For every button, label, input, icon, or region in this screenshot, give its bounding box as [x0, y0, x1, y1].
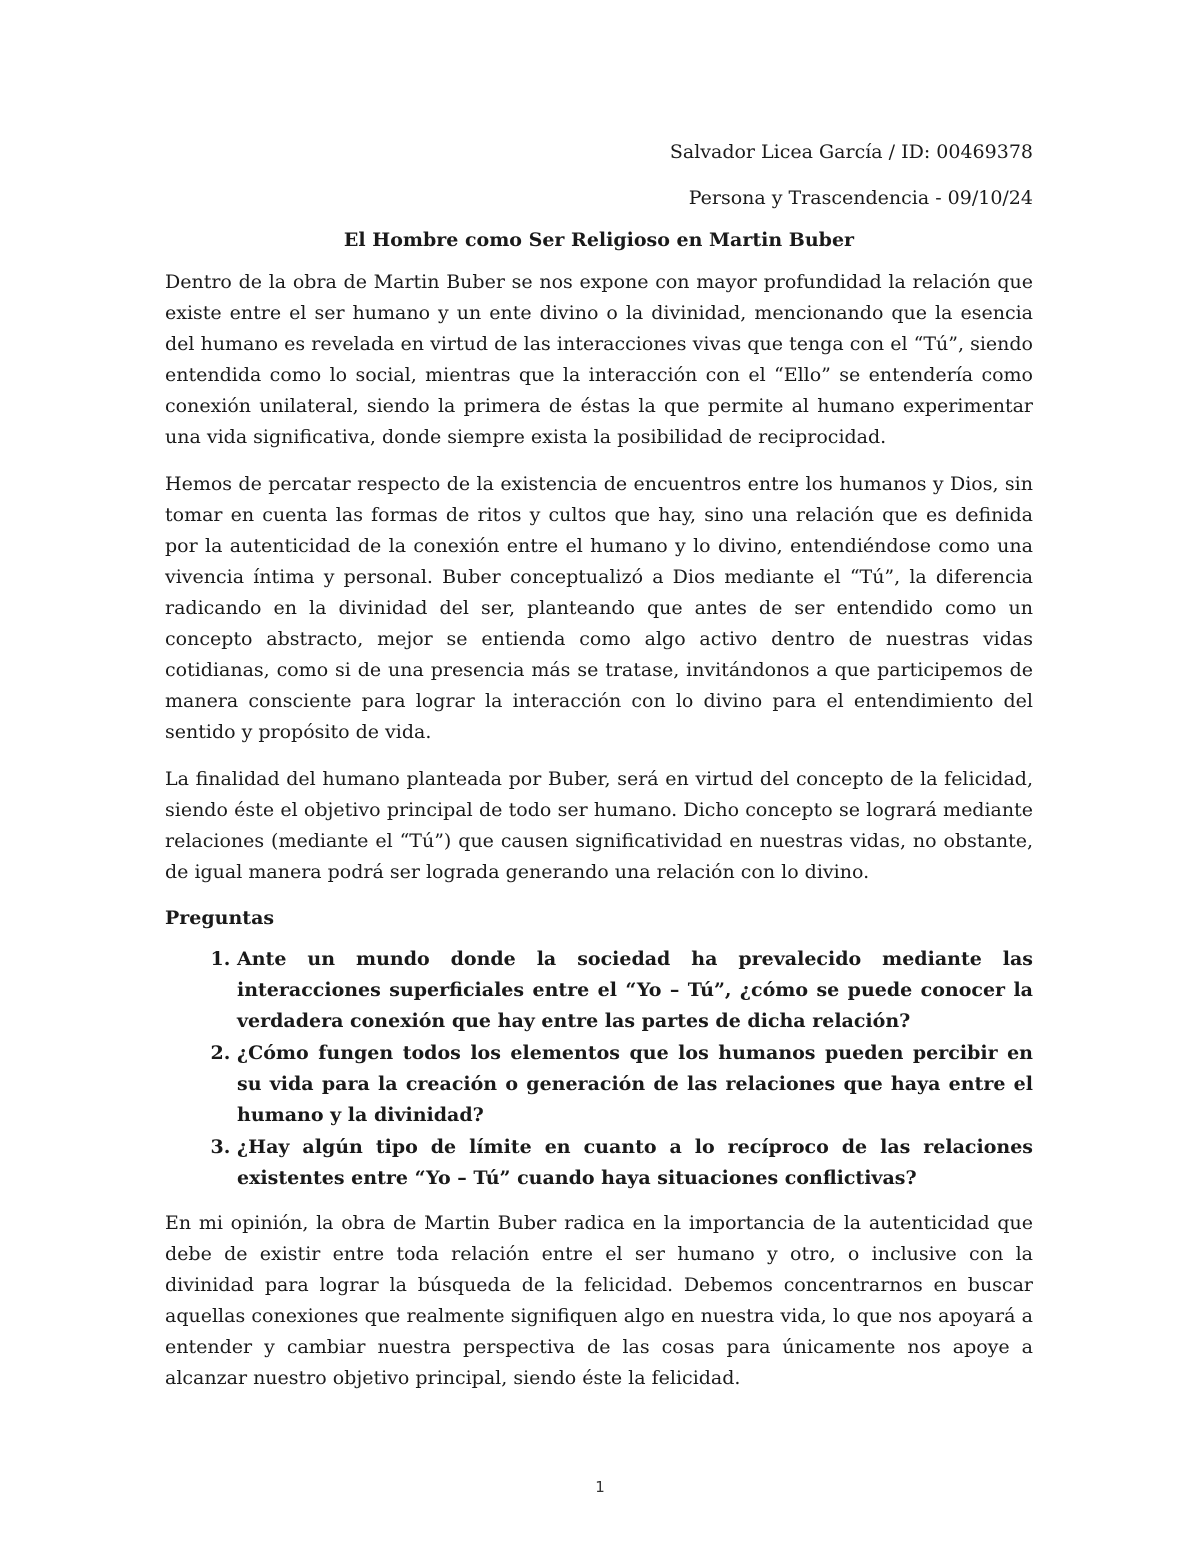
question-item-2: 2. ¿Cómo fungen todos los elementos que los humanos pueden percibir en su vida para la creación o generación de las relaciones que haya entre el humano y la divinidad? [237, 1038, 1033, 1131]
paragraph-1: Dentro de la obra de Martin Buber se nos expone con mayor profundidad la relación que existe entre el ser humano y un ente divino o la divinidad, mencionando que la esencia del humano es revelada en virtud de las interacciones vivas que tenga con el “Tú”, siendo entendida como lo social, mientras que la interacción con el “Ello” se entendería como conexión unilateral, siendo la primera de éstas la que permite al humano experimentar una vida significativa, donde siempre exista la posibilidad de reciprocidad. [165, 271, 1033, 448]
paragraph-2: Hemos de percatar respecto de la existencia de encuentros entre los humanos y Dios, sin tomar en cuenta las formas de ritos y cultos que hay, sino una relación que es definida por la autenticidad de la conexión entre el humano y lo divino, entendiéndose como una vivencia íntima y personal. Buber conceptualizó a Dios mediante el “Tú”, la diferencia radicando en la divinidad del ser, planteando que antes de ser entendido como un concepto abstracto, mejor se entienda como algo activo dentro de nuestras vidas cotidianas, como si de una presencia más se tratase, invitándonos a que participemos de manera consciente para lograr la interacción con lo divino para el entendimiento del sentido y propósito de vida. [165, 473, 1033, 743]
page-number: 1 [595, 1478, 605, 1496]
question-item-1: 1. Ante un mundo donde la sociedad ha prevalecido mediante las interacciones superficiales entre el “Yo – Tú”, ¿cómo se puede conocer la verdadera conexión que hay entre las partes de dicha relación? [237, 944, 1033, 1037]
question-item-3: 3. ¿Hay algún tipo de límite en cuanto a lo recíproco de las relaciones existentes entre “Yo – Tú” cuando haya situaciones conflictivas? [237, 1132, 1033, 1194]
document-title: El Hombre como Ser Religioso en Martin Buber [343, 229, 855, 251]
paragraph-3: La finalidad del humano planteada por Buber, será en virtud del concepto de la felicidad, siendo éste el objetivo principal de todo ser humano. Dicho concepto se logrará mediante relaciones (mediante el “Tú”) que causen significatividad en nuestras vidas, no obstante, de igual manera podrá ser lograda generando una relación con lo divino. [165, 768, 1033, 883]
questions-heading: Preguntas [165, 907, 275, 929]
questions-list [165, 944, 1033, 1194]
document-body [165, 138, 1033, 1410]
course-line: Persona y Trascendencia - 09/10/24 [688, 187, 1033, 209]
conclusion-paragraph: En mi opinión, la obra de Martin Buber radica en la importancia de la autenticidad que debe de existir entre toda relación entre el ser humano y otro, o inclusive con la divinidad para lograr la búsqueda de la felicidad. Debemos concentrarnos en buscar aquellas conexiones que realmente signifiquen algo en nuestra vida, lo que nos apoyará a entender y cambiar nuestra perspectiva de las cosas para únicamente nos apoye a alcanzar nuestro objetivo principal, siendo éste la felicidad. [165, 1212, 1033, 1389]
author-line: Salvador Licea García / ID: 00469378 [669, 141, 1033, 163]
